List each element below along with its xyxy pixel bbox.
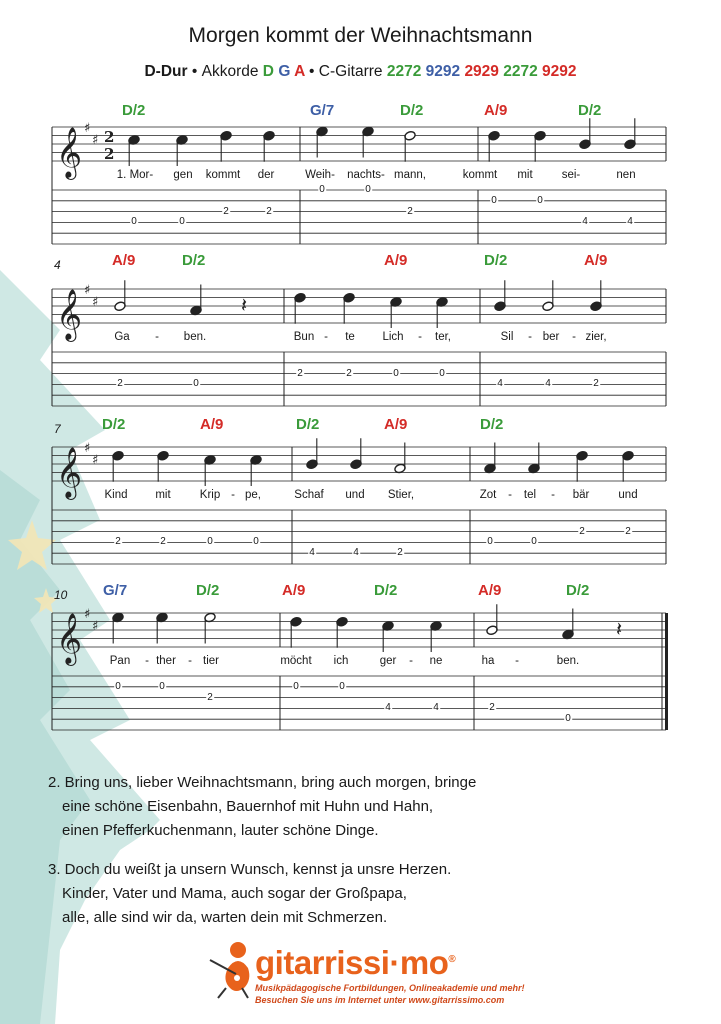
tab-fret-number: 4 bbox=[627, 216, 633, 228]
song-title: Morgen kommt der Weihnachtsmann bbox=[188, 24, 533, 47]
tab-fret-number: 0 bbox=[207, 536, 213, 548]
verse-line: eine schöne Eisenbahn, Bauernhof mit Huhn und Hahn, bbox=[62, 798, 434, 815]
lyric-syllable: ich bbox=[333, 655, 349, 667]
tab-fret-number: 2 bbox=[223, 205, 229, 217]
lyric-syllable: mann, bbox=[394, 169, 426, 181]
lyric-syllable: - bbox=[418, 331, 422, 343]
tab-fret-number: 4 bbox=[433, 702, 439, 714]
tab-fret-number: 2 bbox=[593, 378, 599, 390]
lyric-syllable: Pan bbox=[109, 655, 131, 667]
treble-clef-icon: 𝄞 bbox=[56, 289, 83, 340]
lyric-syllable: Bun bbox=[293, 331, 315, 343]
chord-g-label: G bbox=[278, 63, 291, 80]
tab-fret-number: 0 bbox=[293, 680, 299, 692]
tab-fret-number: 2 bbox=[207, 691, 213, 703]
lyric-syllable: ther bbox=[156, 655, 176, 667]
chord-symbol: A/9 bbox=[484, 102, 508, 119]
chord-symbol: A/9 bbox=[584, 252, 608, 269]
tab-fret-number: 4 bbox=[309, 547, 315, 559]
lyric-syllable: Zot bbox=[479, 489, 497, 501]
chord-symbol: D/2 bbox=[400, 102, 424, 119]
lyric-syllable: Schaf bbox=[294, 489, 324, 501]
tab-fret-number: 2 bbox=[625, 525, 631, 537]
measure-number: 7 bbox=[54, 422, 61, 436]
lyric-syllable: 1. Mor- bbox=[116, 169, 154, 181]
tab-fret-number: 4 bbox=[545, 378, 551, 390]
lyric-syllable: Ga bbox=[114, 331, 130, 343]
tab-fret-number: 0 bbox=[565, 713, 571, 725]
lyric-syllable: ha bbox=[481, 655, 495, 667]
tab-fret-number: 2 bbox=[579, 525, 585, 537]
lyric-syllable: - bbox=[572, 331, 576, 343]
tab-fret-number: 0 bbox=[531, 536, 537, 548]
chord-d-label: D bbox=[262, 63, 274, 80]
tab-fret-number: 0 bbox=[339, 680, 345, 692]
tab-fret-number: 2 bbox=[117, 378, 123, 390]
sharp-icon: ♯ bbox=[84, 441, 91, 456]
treble-clef-icon: 𝄞 bbox=[56, 127, 83, 178]
tab-fret-number: 4 bbox=[582, 216, 588, 228]
verse-line: einen Pfefferkuchenmann, lauter schöne Dinge. bbox=[62, 822, 379, 839]
chord-symbol: D/2 bbox=[480, 416, 504, 433]
chord-symbol: D/2 bbox=[182, 252, 206, 269]
lyric-syllable: ber bbox=[542, 331, 560, 343]
sharp-icon: ♯ bbox=[92, 452, 99, 468]
tab-fret-number: 0 bbox=[487, 536, 493, 548]
lyric-syllable: Stier, bbox=[387, 489, 415, 501]
sharp-icon: ♯ bbox=[84, 607, 91, 622]
verse-line: alle, alle sind wir da, warten dein mit Schmerzen. bbox=[62, 909, 388, 926]
lyric-syllable: mit bbox=[155, 489, 171, 501]
chord-symbol: A/9 bbox=[478, 582, 502, 599]
lyric-syllable: - bbox=[508, 489, 512, 501]
lyric-syllable: te bbox=[345, 331, 355, 343]
lyric-syllable: - bbox=[551, 489, 555, 501]
treble-clef-icon: 𝄞 bbox=[56, 613, 83, 664]
lyric-syllable: zier, bbox=[585, 331, 607, 343]
tab-fret-number: 0 bbox=[253, 536, 259, 548]
tab-fret-number: 0 bbox=[319, 184, 325, 195]
logo-web-line: Besuchen Sie uns im Internet unter www.gitarrissimo.com bbox=[255, 995, 505, 1005]
tab-fret-number: 0 bbox=[491, 194, 497, 206]
lyric-syllable: Kind bbox=[104, 489, 128, 501]
chord-symbol: A/9 bbox=[282, 582, 306, 599]
tab-fret-number: 0 bbox=[115, 680, 121, 692]
chord-symbol: G/7 bbox=[103, 582, 128, 599]
measure-number: 4 bbox=[54, 258, 61, 272]
lyric-syllable: - bbox=[528, 331, 532, 343]
lyric-syllable: ben. bbox=[556, 655, 580, 667]
lyric-syllable: Weih- bbox=[305, 169, 335, 181]
chord-symbol: D/2 bbox=[296, 416, 320, 433]
tab-fret-number: 2 bbox=[160, 536, 166, 548]
lyric-syllable: und bbox=[618, 489, 638, 501]
tab-fret-number: 0 bbox=[131, 216, 137, 228]
lyric-syllable: - bbox=[155, 331, 159, 343]
sharp-icon: ♯ bbox=[84, 283, 91, 298]
tab-fret-number: 4 bbox=[497, 378, 503, 390]
lyric-syllable: kommt bbox=[462, 169, 498, 181]
lyric-syllable: - bbox=[231, 489, 235, 501]
verse-line: Kinder, Vater und Mama, auch sogar der Großpapa, bbox=[62, 885, 407, 902]
tab-fret-number: 2 bbox=[346, 367, 352, 379]
key-label: D-Dur bbox=[144, 63, 188, 80]
tab-fret-number: 0 bbox=[439, 367, 445, 379]
lyric-syllable: der bbox=[257, 169, 275, 181]
lyric-syllable: bär bbox=[572, 489, 590, 501]
lyric-syllable: nachts- bbox=[347, 169, 385, 181]
chord-symbol: D/2 bbox=[578, 102, 602, 119]
chord-symbol: G/7 bbox=[310, 102, 335, 119]
lyric-syllable: - bbox=[409, 655, 413, 667]
lyric-syllable: pe, bbox=[245, 489, 261, 501]
measure-number: 10 bbox=[54, 588, 68, 602]
lyric-syllable: - bbox=[188, 655, 192, 667]
tab-fret-number: 0 bbox=[537, 194, 543, 206]
tab-fret-number: 0 bbox=[393, 367, 399, 379]
quarter-rest-icon: 𝄽 bbox=[241, 293, 248, 317]
lyric-syllable: Sil bbox=[500, 331, 514, 343]
chord-symbol: D/2 bbox=[566, 582, 590, 599]
lyric-syllable: ne bbox=[429, 655, 443, 667]
quarter-rest-icon: 𝄽 bbox=[616, 617, 623, 641]
tab-fret-number: 4 bbox=[385, 702, 391, 714]
verse-2 bbox=[48, 771, 476, 843]
lyric-syllable: ger bbox=[379, 655, 397, 667]
verse-line: 2. Bring uns, lieber Weihnachtsmann, bring auch morgen, bringe bbox=[48, 774, 477, 791]
verse-line: 3. Doch du weißt ja unsern Wunsch, kennst ja unsre Herzen. bbox=[48, 861, 452, 878]
chord-symbol: A/9 bbox=[112, 252, 136, 269]
tab-fret-number: 2 bbox=[266, 205, 272, 217]
brand-logo: gitarrissi·mo® bbox=[255, 944, 456, 981]
tab-fret-number: 2 bbox=[489, 702, 495, 714]
lyric-syllable: kommt bbox=[205, 169, 241, 181]
time-signature: 2 bbox=[104, 145, 115, 163]
sharp-icon: ♯ bbox=[92, 294, 99, 310]
chords-label: Akkorde bbox=[201, 63, 259, 80]
lyric-syllable: mit bbox=[517, 169, 533, 181]
lyric-syllable: ben. bbox=[183, 331, 207, 343]
lyric-syllable: und bbox=[345, 489, 365, 501]
lyric-syllable: - bbox=[145, 655, 149, 667]
tab-fret-number: 0 bbox=[193, 378, 199, 390]
chord-symbol: D/2 bbox=[196, 582, 220, 599]
lyric-syllable: ter, bbox=[435, 331, 451, 343]
sharp-icon: ♯ bbox=[84, 121, 91, 136]
tab-fret-number: 0 bbox=[365, 184, 371, 195]
guitarist-mascot-icon bbox=[206, 938, 256, 1000]
lyric-syllable: sei- bbox=[561, 169, 581, 181]
lyric-syllable: nen bbox=[616, 169, 636, 181]
tuning-label: C-Gitarre bbox=[318, 63, 383, 80]
chord-symbol: D/2 bbox=[122, 102, 146, 119]
lyric-syllable: - bbox=[515, 655, 519, 667]
logo-tagline: Musikpädagogische Fortbildungen, Onlineakademie und mehr! bbox=[255, 983, 525, 993]
tab-fret-number: 2 bbox=[407, 205, 413, 217]
treble-clef-icon: 𝄞 bbox=[56, 447, 83, 498]
sharp-icon: ♯ bbox=[92, 132, 99, 148]
tab-fret-number: 2 bbox=[297, 367, 303, 379]
tuning-codes: 2272 9292 2929 2272 9292 bbox=[386, 63, 577, 80]
lyric-syllable: gen bbox=[173, 169, 193, 181]
chord-symbol: D/2 bbox=[102, 416, 126, 433]
verse-3 bbox=[48, 858, 451, 930]
lyric-syllable: Krip bbox=[199, 489, 221, 501]
lyric-syllable: tel bbox=[523, 489, 537, 501]
lyric-syllable: - bbox=[324, 331, 328, 343]
lyric-syllable: möcht bbox=[280, 655, 312, 667]
chord-symbol: D/2 bbox=[484, 252, 508, 269]
time-signature: 2 bbox=[104, 128, 115, 146]
song-subtitle: D-Dur • Akkorde D G A • C-Gitarre 2272 9292 2929 2272 9292 bbox=[144, 63, 577, 80]
tab-fret-number: 2 bbox=[397, 547, 403, 559]
chord-symbol: A/9 bbox=[200, 416, 224, 433]
lyric-syllable: tier bbox=[203, 655, 219, 667]
tab-fret-number: 2 bbox=[115, 536, 121, 548]
sharp-icon: ♯ bbox=[92, 618, 99, 634]
chord-a-label: A bbox=[294, 63, 305, 80]
tab-fret-number: 4 bbox=[353, 547, 359, 559]
lyric-syllable: Lich bbox=[382, 331, 404, 343]
tab-fret-number: 0 bbox=[179, 216, 185, 228]
chord-symbol: A/9 bbox=[384, 252, 408, 269]
chord-symbol: A/9 bbox=[384, 416, 408, 433]
tab-fret-number: 0 bbox=[159, 680, 165, 692]
chord-symbol: D/2 bbox=[374, 582, 398, 599]
